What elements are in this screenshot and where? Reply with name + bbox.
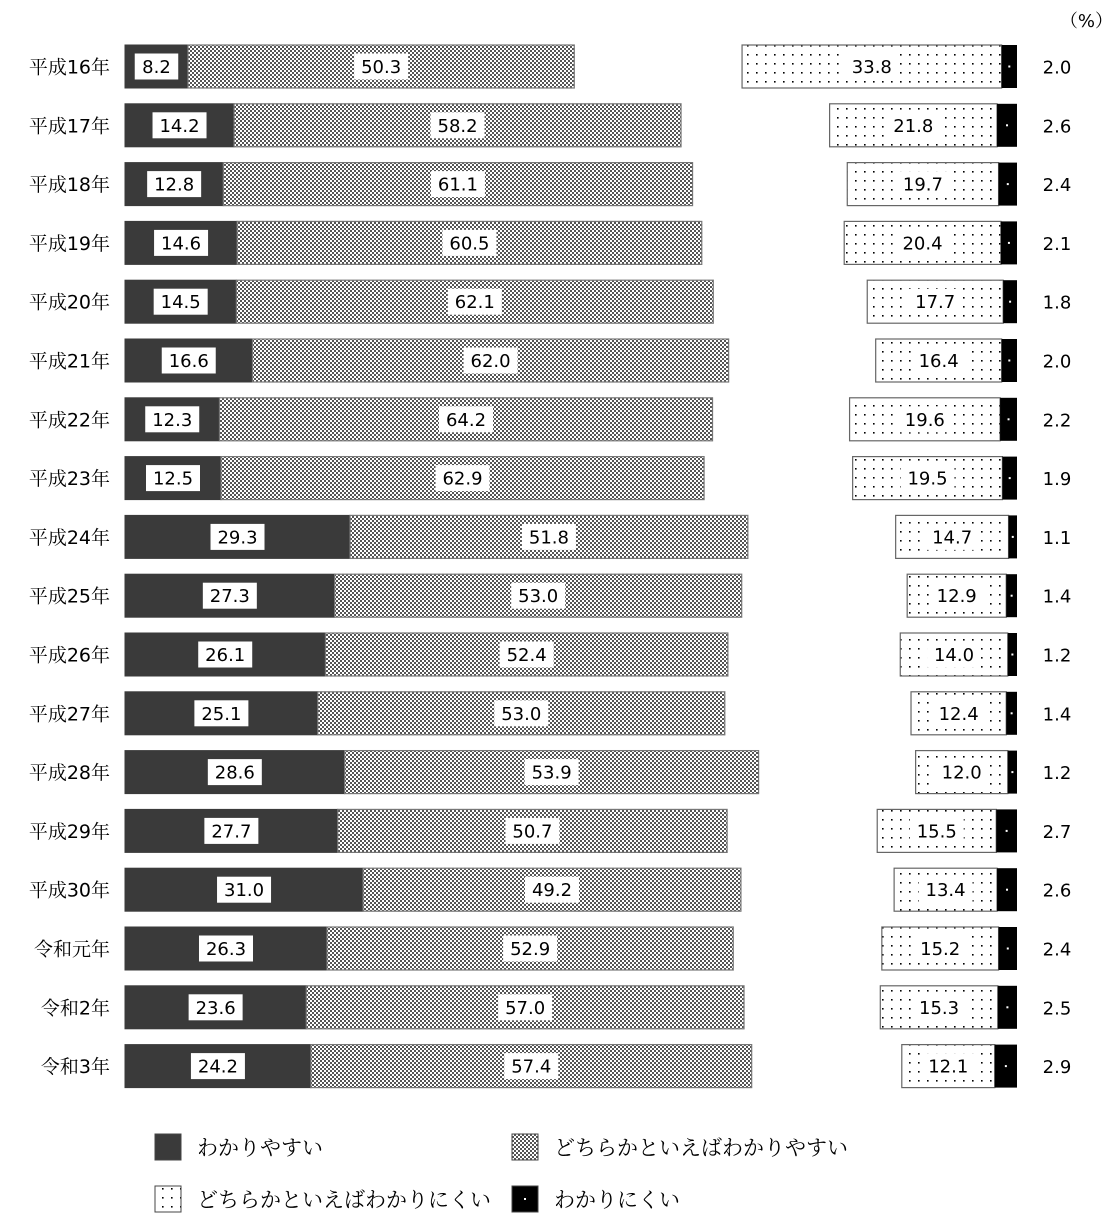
bar-hard-dot xyxy=(1012,536,1014,538)
value-label-somewhat-hard: 14.7 xyxy=(932,527,973,549)
value-label-easy: 27.3 xyxy=(209,586,250,608)
legend-swatch-somewhat-easy xyxy=(512,1134,538,1160)
value-label-somewhat-hard: 19.7 xyxy=(902,174,943,196)
category-label: 平成30年 xyxy=(28,879,110,902)
category-label: 平成19年 xyxy=(28,232,110,255)
value-label-easy: 16.6 xyxy=(168,351,209,372)
value-label-somewhat-easy: 51.8 xyxy=(528,527,569,549)
value-label-somewhat-hard: 16.4 xyxy=(918,351,959,372)
bar-hard-dot xyxy=(1007,948,1009,950)
bar-rows xyxy=(29,45,1072,1088)
value-label-hard: 1.4 xyxy=(1042,586,1072,608)
value-label-easy: 28.6 xyxy=(214,762,255,784)
legend-swatch-hard-dot xyxy=(524,1198,526,1200)
value-label-hard: 1.1 xyxy=(1042,527,1072,549)
value-label-easy: 31.0 xyxy=(224,880,265,902)
value-label-hard: 2.7 xyxy=(1042,821,1072,843)
bar-hard-dot xyxy=(1008,66,1010,68)
bar-hard-dot xyxy=(1011,712,1013,714)
bar-hard-dot xyxy=(1011,771,1013,773)
value-label-hard: 2.6 xyxy=(1042,116,1072,138)
category-label: 令和2年 xyxy=(40,997,110,1020)
legend-label: わかりにくい xyxy=(554,1188,680,1212)
category-label: 平成23年 xyxy=(28,468,110,491)
value-label-somewhat-hard: 17.7 xyxy=(915,292,956,314)
unit-label: （%） xyxy=(1059,11,1113,32)
value-label-hard: 1.2 xyxy=(1042,645,1072,667)
category-label: 平成17年 xyxy=(28,115,110,138)
legend-swatch-easy xyxy=(155,1134,181,1160)
value-label-somewhat-easy: 53.0 xyxy=(501,703,542,725)
value-label-somewhat-hard: 14.0 xyxy=(933,645,975,666)
category-label: 平成28年 xyxy=(28,762,110,785)
value-label-somewhat-hard: 12.4 xyxy=(938,703,979,725)
value-label-somewhat-easy: 50.3 xyxy=(361,57,402,78)
value-label-easy: 12.3 xyxy=(152,409,193,431)
value-label-somewhat-hard: 33.8 xyxy=(851,57,892,78)
value-label-somewhat-easy: 53.9 xyxy=(531,762,572,784)
value-label-somewhat-easy: 57.4 xyxy=(511,1056,552,1078)
bar-hard-dot xyxy=(1006,830,1008,832)
category-label: 平成24年 xyxy=(28,526,110,549)
value-label-hard: 2.9 xyxy=(1042,1057,1072,1079)
value-label-easy: 25.1 xyxy=(201,703,242,725)
bar-hard-dot xyxy=(1011,595,1013,597)
value-label-somewhat-easy: 53.0 xyxy=(518,586,559,608)
legend-label: どちらかといえばわかりやすい xyxy=(554,1136,848,1160)
legend xyxy=(155,1134,848,1212)
value-label-somewhat-easy: 60.5 xyxy=(449,233,490,255)
value-label-somewhat-easy: 49.2 xyxy=(531,880,573,902)
value-label-hard: 1.4 xyxy=(1042,704,1072,726)
value-label-hard: 1.8 xyxy=(1042,292,1072,314)
category-label: 平成22年 xyxy=(28,409,110,432)
value-label-easy: 24.2 xyxy=(197,1056,238,1078)
value-label-hard: 2.0 xyxy=(1042,351,1072,373)
value-label-somewhat-hard: 19.6 xyxy=(904,409,945,431)
legend-label: どちらかといえばわかりにくい xyxy=(197,1188,491,1212)
value-label-somewhat-hard: 20.4 xyxy=(902,233,943,255)
value-label-hard: 1.9 xyxy=(1042,469,1072,491)
category-label: 平成25年 xyxy=(28,585,110,608)
value-label-hard: 2.0 xyxy=(1042,57,1072,79)
value-label-hard: 2.6 xyxy=(1042,880,1072,902)
value-label-somewhat-easy: 50.7 xyxy=(512,821,553,843)
value-label-easy: 23.6 xyxy=(195,997,236,1019)
value-label-somewhat-hard: 12.1 xyxy=(928,1056,969,1078)
value-label-somewhat-easy: 52.4 xyxy=(506,645,547,666)
value-label-somewhat-easy: 62.1 xyxy=(454,292,495,314)
value-label-somewhat-easy: 57.0 xyxy=(505,997,546,1019)
value-label-somewhat-hard: 15.2 xyxy=(920,939,961,960)
category-label: 平成29年 xyxy=(28,820,110,843)
category-label: 平成21年 xyxy=(28,350,110,373)
value-label-somewhat-hard: 19.5 xyxy=(907,468,948,490)
category-label: 平成18年 xyxy=(28,174,110,197)
value-label-somewhat-easy: 62.9 xyxy=(442,468,483,490)
value-label-somewhat-hard: 12.9 xyxy=(936,586,977,608)
value-label-easy: 12.5 xyxy=(152,468,194,490)
value-label-somewhat-hard: 15.3 xyxy=(919,997,960,1019)
value-label-somewhat-hard: 12.0 xyxy=(941,762,982,784)
value-label-somewhat-easy: 62.0 xyxy=(470,351,511,372)
value-label-somewhat-easy: 64.2 xyxy=(445,409,487,431)
value-label-somewhat-hard: 21.8 xyxy=(893,115,934,137)
value-label-hard: 1.2 xyxy=(1042,763,1072,785)
value-label-easy: 26.3 xyxy=(205,939,247,960)
bar-hard-dot xyxy=(1006,889,1008,891)
value-label-somewhat-hard: 13.4 xyxy=(925,880,966,902)
category-label: 平成20年 xyxy=(28,291,110,314)
bar-hard-dot xyxy=(1006,124,1008,126)
value-label-somewhat-easy: 52.9 xyxy=(510,939,551,960)
value-label-hard: 2.2 xyxy=(1042,410,1072,432)
value-label-somewhat-easy: 61.1 xyxy=(437,174,478,196)
value-label-hard: 2.4 xyxy=(1042,175,1072,197)
bar-hard-dot xyxy=(1009,301,1011,303)
category-label: 平成26年 xyxy=(28,644,110,667)
category-label: 令和元年 xyxy=(33,938,110,961)
value-label-somewhat-hard: 15.5 xyxy=(916,821,957,843)
value-label-easy: 14.2 xyxy=(159,115,200,137)
category-label: 平成16年 xyxy=(28,56,110,79)
category-label: 平成27年 xyxy=(28,703,110,726)
value-label-hard: 2.1 xyxy=(1042,233,1072,255)
bar-hard-dot xyxy=(1009,477,1011,479)
value-label-hard: 2.4 xyxy=(1042,939,1072,961)
bar-hard-dot xyxy=(1008,242,1010,244)
bar-hard-dot xyxy=(1008,360,1010,362)
legend-label: わかりやすい xyxy=(197,1136,323,1160)
bar-hard-dot xyxy=(1006,1006,1008,1008)
value-label-somewhat-easy: 58.2 xyxy=(437,115,478,137)
value-label-easy: 14.6 xyxy=(161,233,202,255)
bar-hard-dot xyxy=(1008,418,1010,420)
value-label-easy: 26.1 xyxy=(205,645,246,666)
value-label-easy: 8.2 xyxy=(142,57,171,78)
value-label-hard: 2.5 xyxy=(1042,998,1072,1020)
category-label: 令和3年 xyxy=(40,1056,110,1079)
value-label-easy: 12.8 xyxy=(154,174,195,196)
value-label-easy: 27.7 xyxy=(211,821,252,843)
value-label-easy: 29.3 xyxy=(217,527,258,549)
bar-hard-dot xyxy=(1011,654,1013,656)
bar-hard-dot xyxy=(1007,183,1009,185)
value-label-easy: 14.5 xyxy=(160,292,201,314)
legend-swatch-somewhat-hard xyxy=(155,1186,181,1212)
bar-hard-dot xyxy=(1005,1065,1007,1067)
